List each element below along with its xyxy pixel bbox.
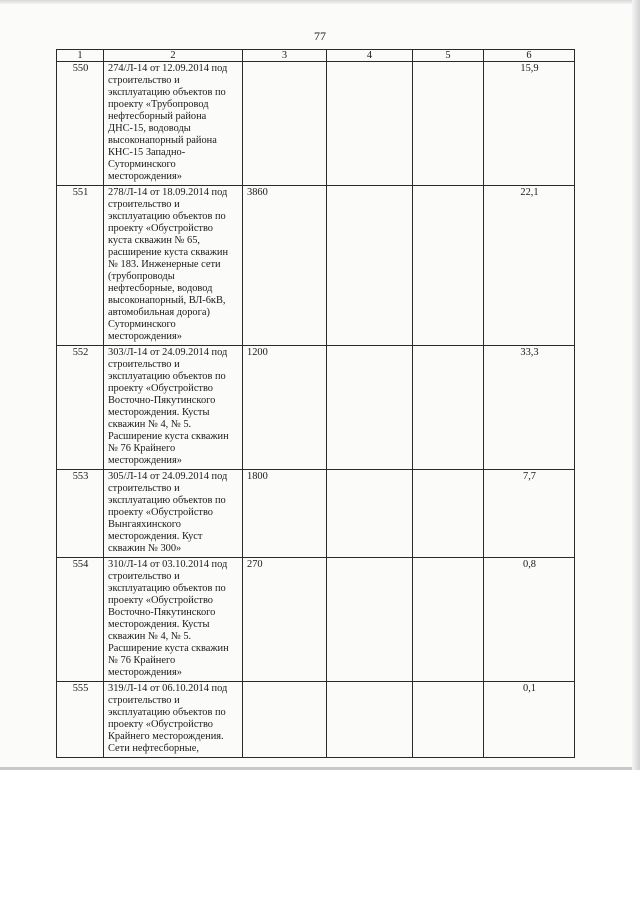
- row-number: 554: [57, 558, 104, 682]
- row-number: 551: [57, 186, 104, 346]
- column-3-value: 270: [243, 558, 327, 682]
- row-number: 555: [57, 682, 104, 758]
- table-row: [57, 558, 575, 682]
- row-number: 552: [57, 346, 104, 470]
- column-header: 3: [243, 50, 327, 62]
- column-5-value: [413, 62, 484, 186]
- column-header: 6: [484, 50, 575, 62]
- table-row: [57, 62, 575, 186]
- document-description: 303/Л-14 от 24.09.2014 под строительство и эксплуатацию объектов по проекту «Обустройство Восточно-Пякутинского месторождения. Кусты скважин № 4, № 5. Расширение куста скважин № 76 Крайнего месторождения»: [104, 346, 243, 470]
- column-5-value: [413, 346, 484, 470]
- column-header: 5: [413, 50, 484, 62]
- column-4-value: [327, 682, 413, 758]
- column-6-value: 22,1: [484, 186, 575, 346]
- column-3-value: [243, 62, 327, 186]
- table-row: [57, 470, 575, 558]
- column-4-value: [327, 558, 413, 682]
- column-6-value: 33,3: [484, 346, 575, 470]
- table-row: [57, 682, 575, 758]
- column-6-value: 7,7: [484, 470, 575, 558]
- row-number: 553: [57, 470, 104, 558]
- header-row: [57, 50, 575, 62]
- column-header: 2: [104, 50, 243, 62]
- column-6-value: 0,8: [484, 558, 575, 682]
- column-5-value: [413, 186, 484, 346]
- column-3-value: 1200: [243, 346, 327, 470]
- document-description: 274/Л-14 от 12.09.2014 под строительство и эксплуатацию объектов по проекту «Трубопровод нефтесборный района ДНС-15, водоводы высоконапорный района КНС-15 Западно- Суторминского месторождения»: [104, 62, 243, 186]
- column-5-value: [413, 470, 484, 558]
- registry-table: [56, 49, 575, 758]
- column-4-value: [327, 186, 413, 346]
- column-6-value: 0,1: [484, 682, 575, 758]
- column-header: 1: [57, 50, 104, 62]
- column-4-value: [327, 346, 413, 470]
- column-3-value: 1800: [243, 470, 327, 558]
- column-3-value: 3860: [243, 186, 327, 346]
- scan-edge-shadow: [632, 0, 640, 770]
- column-header: 4: [327, 50, 413, 62]
- column-4-value: [327, 470, 413, 558]
- row-number: 550: [57, 62, 104, 186]
- column-6-value: 15,9: [484, 62, 575, 186]
- column-4-value: [327, 62, 413, 186]
- table-row: [57, 346, 575, 470]
- page-number: 77: [314, 29, 326, 43]
- scan-edge: [0, 0, 640, 4]
- document-description: 305/Л-14 от 24.09.2014 под строительство и эксплуатацию объектов по проекту «Обустройство Вынгаяхинского месторождения. Куст скважин № 300»: [104, 470, 243, 558]
- column-3-value: [243, 682, 327, 758]
- column-5-value: [413, 558, 484, 682]
- document-description: 278/Л-14 от 18.09.2014 под строительство и эксплуатацию объектов по проекту «Обустройство куста скважин № 65, расширение куста скважин № 183. Инженерные сети (трубопроводы нефтесборные, водовод высоконапорный, ВЛ-6кВ, автомобильная дорога) Суторминского месторождения»: [104, 186, 243, 346]
- column-5-value: [413, 682, 484, 758]
- table-row: [57, 186, 575, 346]
- document-description: 319/Л-14 от 06.10.2014 под строительство и эксплуатацию объектов по проекту «Обустройство Крайнего месторождения. Сети нефтесборные,: [104, 682, 243, 758]
- document-description: 310/Л-14 от 03.10.2014 под строительство и эксплуатацию объектов по проекту «Обустройство Восточно-Пякутинского месторождения. Кусты скважин № 4, № 5. Расширение куста скважин № 76 Крайнего месторождения»: [104, 558, 243, 682]
